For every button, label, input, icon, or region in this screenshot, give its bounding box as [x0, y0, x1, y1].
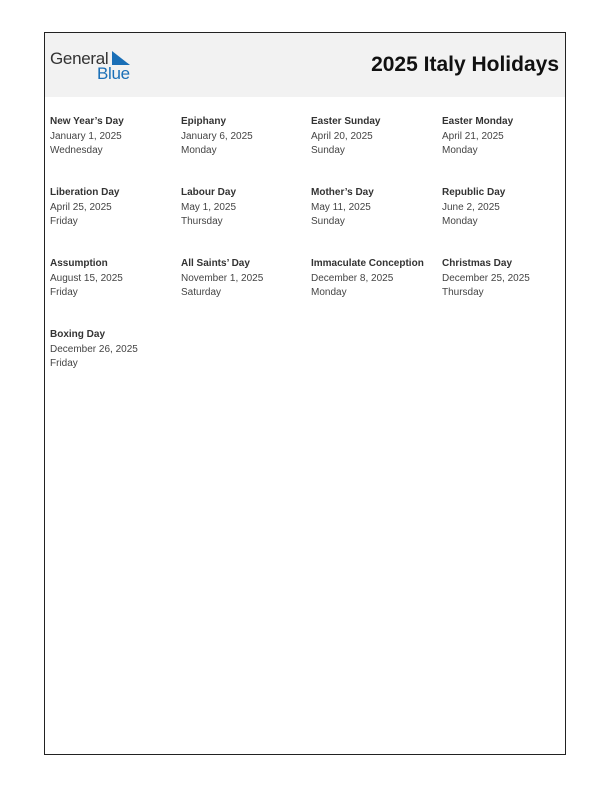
holiday-date: January 1, 2025 [50, 130, 122, 142]
holiday-row [50, 115, 562, 186]
generalblue-logo[interactable] [50, 49, 150, 83]
holiday-name: Immaculate Conception [311, 258, 424, 269]
holiday-weekday: Monday [311, 287, 347, 298]
holiday-entry [50, 186, 178, 230]
holiday-date: June 2, 2025 [442, 201, 500, 213]
holiday-entry [50, 115, 178, 159]
holiday-name: New Year’s Day [50, 116, 124, 127]
holiday-weekday: Wednesday [50, 145, 103, 156]
logo-word-blue: Blue [97, 64, 130, 83]
holiday-date: April 21, 2025 [442, 130, 504, 142]
holiday-weekday: Friday [50, 216, 78, 227]
holiday-entry [311, 115, 439, 159]
holiday-weekday: Monday [442, 145, 478, 156]
holiday-name: Easter Monday [442, 116, 514, 127]
holiday-weekday: Sunday [311, 216, 345, 227]
holiday-name: Easter Sunday [311, 116, 381, 127]
holiday-weekday: Friday [50, 287, 78, 298]
holiday-entry [442, 115, 566, 159]
holiday-entry [181, 186, 309, 230]
holiday-entry [311, 186, 439, 230]
holiday-entry [50, 328, 178, 372]
holiday-weekday: Monday [442, 216, 478, 227]
holiday-row [50, 328, 562, 399]
logo-word-general: General [50, 49, 109, 68]
holiday-entry [50, 257, 178, 301]
holiday-weekday: Saturday [181, 287, 222, 298]
holiday-weekday: Thursday [442, 287, 484, 298]
holiday-name: Labour Day [181, 187, 237, 198]
holiday-date: December 8, 2025 [311, 272, 394, 284]
holiday-row [50, 257, 562, 328]
holiday-date: April 20, 2025 [311, 130, 373, 142]
holiday-entry [311, 257, 439, 301]
holiday-grid [50, 115, 562, 399]
holiday-name: Christmas Day [442, 258, 513, 269]
holiday-name: Epiphany [181, 116, 227, 127]
calendar-sheet [44, 32, 566, 755]
holiday-weekday: Friday [50, 358, 78, 369]
holiday-name: Republic Day [442, 187, 506, 198]
holiday-weekday: Thursday [181, 216, 223, 227]
holiday-name: Boxing Day [50, 329, 106, 340]
holiday-date: August 15, 2025 [50, 272, 123, 284]
page-title: 2025 Italy Holidays [371, 53, 559, 76]
holiday-date: December 25, 2025 [442, 272, 530, 284]
holiday-entry [442, 257, 566, 301]
holiday-entry [181, 257, 309, 301]
holiday-name: Liberation Day [50, 187, 120, 198]
holiday-date: January 6, 2025 [181, 130, 253, 142]
holiday-name: Mother’s Day [311, 187, 374, 198]
holiday-date: December 26, 2025 [50, 343, 138, 355]
holiday-entry [181, 115, 309, 159]
holiday-entry [442, 186, 566, 230]
holiday-weekday: Monday [181, 145, 217, 156]
holiday-date: May 11, 2025 [311, 201, 371, 213]
holiday-row [50, 186, 562, 257]
holiday-date: May 1, 2025 [181, 201, 237, 213]
holiday-date: November 1, 2025 [181, 272, 264, 284]
holiday-name: All Saints’ Day [181, 258, 250, 269]
header-band [45, 33, 565, 97]
logo-triangle-icon [112, 51, 130, 65]
holiday-weekday: Sunday [311, 145, 345, 156]
holiday-name: Assumption [50, 258, 108, 269]
holiday-date: April 25, 2025 [50, 201, 112, 213]
